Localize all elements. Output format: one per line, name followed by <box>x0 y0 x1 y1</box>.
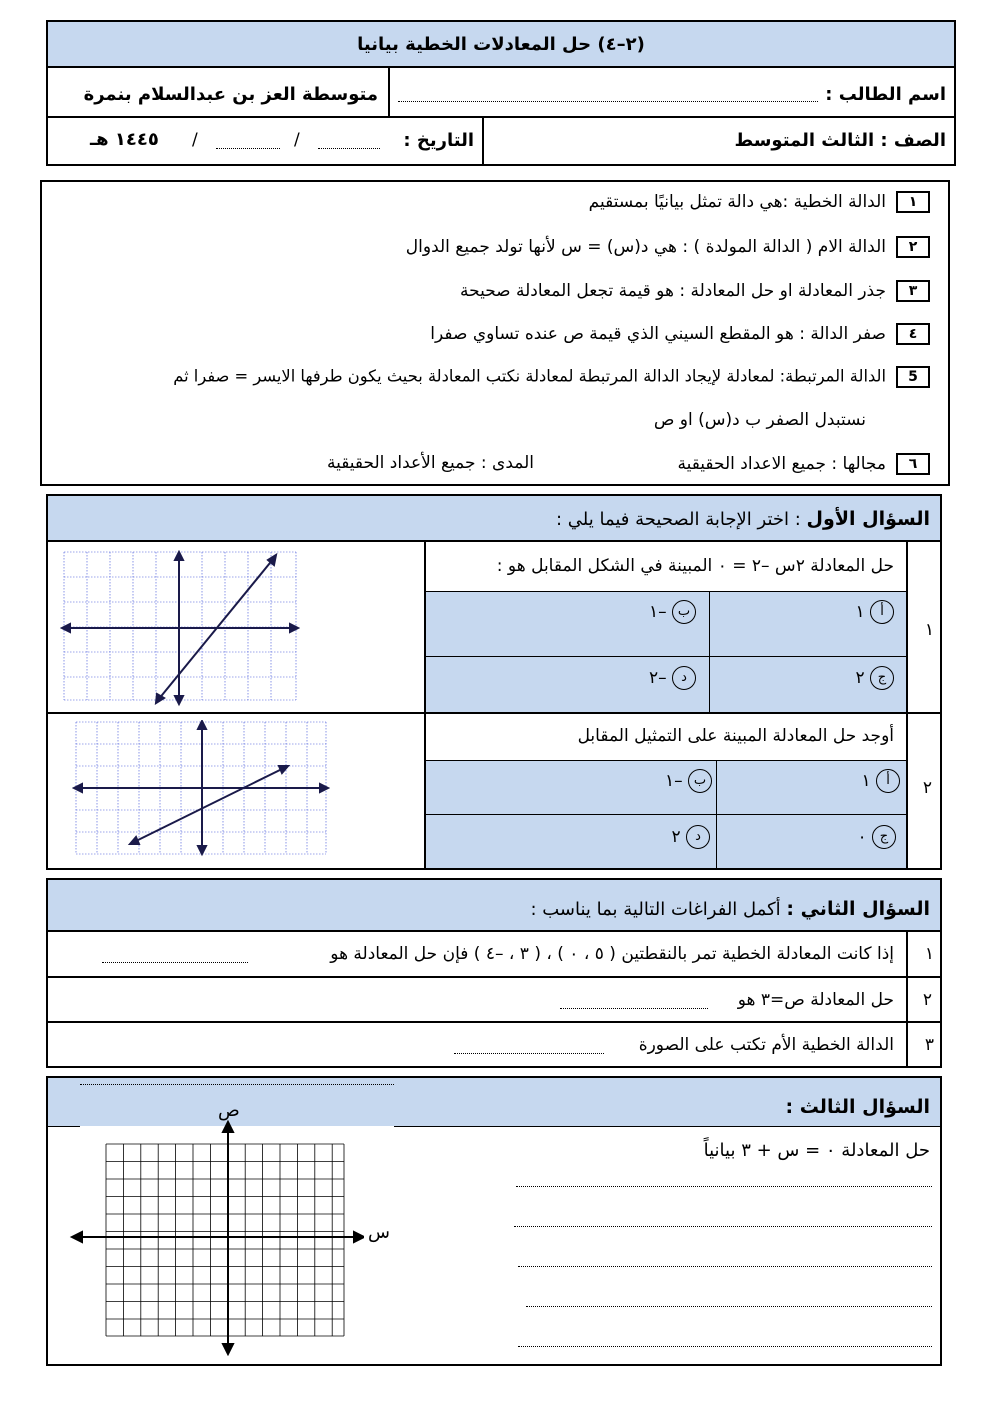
definition-number: ٤ <box>896 323 930 345</box>
option-letter: أ <box>876 769 900 793</box>
q2-instruction: أكمل الفراغات التالية بما يناسب : <box>530 899 781 920</box>
q2-row-divider-1 <box>48 976 940 978</box>
q3-title: السؤال الثالث : <box>785 1096 930 1118</box>
option-value: ١ <box>861 771 871 791</box>
definition-number: ٦ <box>896 453 930 475</box>
option-value: –١ <box>648 602 667 622</box>
q1-item-2-opt-hline <box>426 814 906 815</box>
header-col-divider-1 <box>388 68 390 116</box>
q1-item-2-number: ٢ <box>922 778 932 798</box>
date-separator-2: / <box>192 130 198 150</box>
q3-y-axis-label: ص <box>218 1100 240 1121</box>
q3-answer-line-4[interactable] <box>526 1306 932 1307</box>
option-letter: أ <box>870 600 894 624</box>
q1-item-1-option-b[interactable] <box>649 600 696 624</box>
q2-item-2-text: حل المعادلة ص=٣ هو <box>737 990 894 1010</box>
option-letter: ب <box>688 769 712 793</box>
q1-item-2-option-c[interactable] <box>857 825 896 849</box>
q3-answer-line-5[interactable] <box>518 1346 932 1347</box>
definition-text: صفر الدالة : هو المقطع السيني الذي قيمة ص عنده تساوي صفرا <box>430 324 886 344</box>
definition-5 <box>173 366 930 388</box>
header-row-divider <box>48 116 954 118</box>
option-value: –٢ <box>648 668 667 688</box>
q2-item-1-blank[interactable] <box>102 962 248 963</box>
definition-text: مجالها : جميع الاعداد الحقيقية <box>677 454 886 474</box>
option-letter: د <box>672 666 696 690</box>
q1-heading <box>556 508 930 530</box>
q3-header-underline-right <box>394 1126 940 1127</box>
date-label: التاريخ : <box>403 130 474 151</box>
option-value: ٠ <box>857 827 867 847</box>
definition-6-range: المدى : جميع الأعداد الحقيقية <box>326 453 534 473</box>
definition-text: جذر المعادلة او حل المعادلة : هو قيمة تجعل المعادلة صحيحة <box>459 281 886 301</box>
q2-item-2-blank[interactable] <box>560 1008 708 1009</box>
q3-prompt: حل المعادلة ٠ = س + ٣ بيانياً <box>703 1140 930 1161</box>
grade-label: الصف : الثالث المتوسط <box>734 130 946 151</box>
option-letter: ج <box>872 825 896 849</box>
definition-4 <box>430 323 930 345</box>
q1-item-2-graph <box>72 720 330 858</box>
date-separator-1: / <box>294 130 300 150</box>
student-name-label: اسم الطالب : <box>825 84 946 105</box>
definition-3 <box>460 280 930 302</box>
definition-text: الدالة المرتبطة: لمعادلة لإيجاد الدالة المرتبطة لمعادلة نكتب المعادلة بحيث يكون طرفها الايسر = صفرا ثم <box>173 366 886 386</box>
definition-2 <box>406 236 930 258</box>
q1-item-2-question: أوجد حل المعادلة المبينة على التمثيل المقابل <box>577 726 894 746</box>
q2-title: السؤال الثاني : <box>786 898 930 920</box>
date-year: ١٤٤٥ هـ <box>90 129 159 150</box>
definition-number: 5 <box>896 366 930 388</box>
q1-item-1-graph <box>60 550 300 708</box>
q1-title: السؤال الأول <box>806 508 930 530</box>
q1-item-1-option-a[interactable] <box>855 600 894 624</box>
q3-graph-paper[interactable] <box>64 1100 364 1356</box>
q2-row-divider-2 <box>48 1021 940 1023</box>
definition-1 <box>589 191 930 213</box>
definition-6 <box>677 453 930 475</box>
q2-num-col <box>906 932 908 1066</box>
q1-item-1-number: ١ <box>924 620 934 640</box>
option-value: ١ <box>855 602 865 622</box>
definition-5-continued: نستبدل الصفر ب د(س) او ص <box>653 410 866 430</box>
q2-heading <box>530 898 930 920</box>
option-letter: د <box>686 825 710 849</box>
student-name-field[interactable] <box>398 101 818 102</box>
q3-x-axis-label: س <box>368 1222 390 1243</box>
header-col-divider-2 <box>482 118 484 164</box>
definition-number: ٣ <box>896 280 930 302</box>
q1-item-1-option-c[interactable] <box>855 666 894 690</box>
q1-item-2-option-b[interactable] <box>665 769 712 793</box>
q1-num-col <box>906 542 908 868</box>
date-month-field[interactable] <box>216 148 280 149</box>
q1-instruction: : اختر الإجابة الصحيحة فيما يلي : <box>555 509 801 530</box>
option-value: ٢ <box>855 668 865 688</box>
q3-answer-line-2[interactable] <box>514 1226 932 1227</box>
option-value: –١ <box>664 771 683 791</box>
q2-item-3-number: ٣ <box>924 1035 934 1055</box>
definition-text: الدالة الام ( الدالة المولدة ) : هي د(س) = س لأنها تولد جميع الدوال <box>405 237 886 257</box>
definition-number: ٢ <box>896 236 930 258</box>
definition-number: ١ <box>896 191 930 213</box>
q3-answer-line-3[interactable] <box>518 1266 932 1267</box>
definition-text: الدالة الخطية :هي دالة تمثل بيانيًا بمستقيم <box>588 192 886 212</box>
q2-item-2-number: ٢ <box>922 990 932 1010</box>
date-day-field[interactable] <box>318 148 380 149</box>
q3-answer-line-1[interactable] <box>516 1186 932 1187</box>
q2-item-1-text: إذا كانت المعادلة الخطية تمر بالنقطتين ( ٥ ، ٠ ) ، ( ٣ ، –٤ ) فإن حل المعادلة هو <box>330 944 894 964</box>
q1-item-1-option-d[interactable] <box>649 666 696 690</box>
page-title: (٢–٤) حل المعادلات الخطية بيانيا <box>357 34 645 55</box>
q2-item-1-number: ١ <box>924 944 934 964</box>
q1-row-divider <box>48 712 940 714</box>
q3-top-blank[interactable] <box>80 1084 394 1085</box>
q1-item-2-option-a[interactable] <box>861 769 900 793</box>
q2-item-3-blank[interactable] <box>454 1053 604 1054</box>
option-value: ٢ <box>671 827 681 847</box>
q1-item-2-opt-vline <box>716 760 717 868</box>
school-name: متوسطة العز بن عبدالسلام بنمرة <box>83 84 378 105</box>
option-letter: ج <box>870 666 894 690</box>
q1-item-1-question: حل المعادلة ٢س –٢ = ٠ المبينة في الشكل المقابل هو : <box>496 556 894 576</box>
q2-item-3-text: الدالة الخطية الأم تكتب على الصورة <box>638 1035 894 1055</box>
q1-item-2-option-d[interactable] <box>671 825 710 849</box>
option-letter: ب <box>672 600 696 624</box>
q1-item-1-opt-vline <box>709 591 710 712</box>
q1-item-1-opt-hline <box>426 656 906 657</box>
